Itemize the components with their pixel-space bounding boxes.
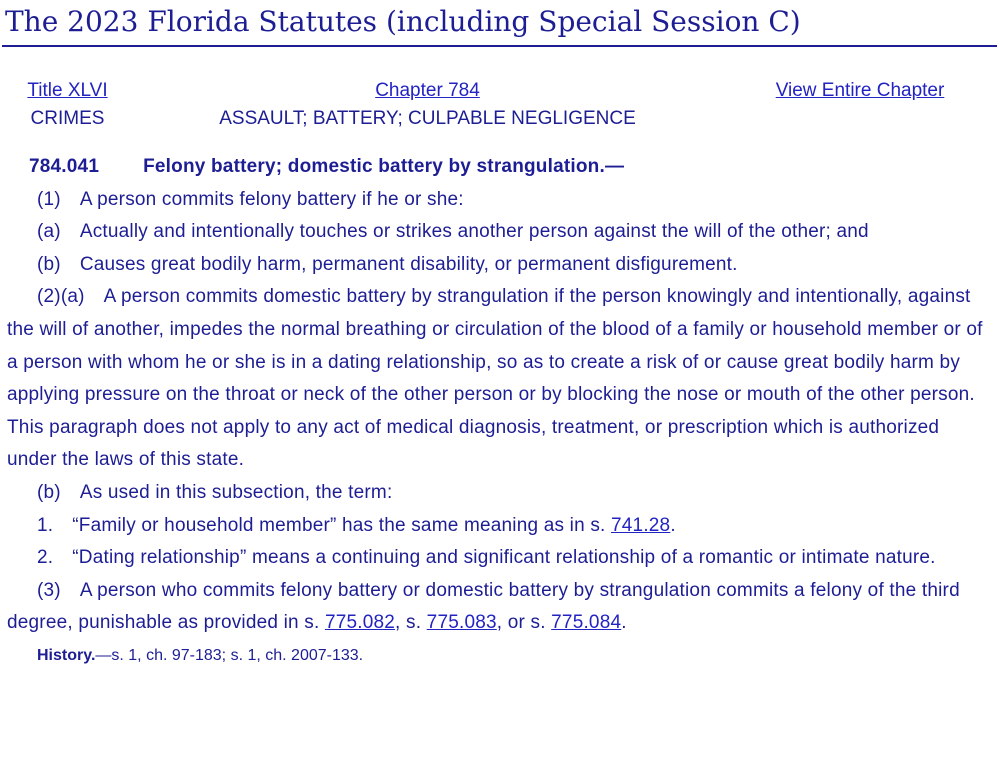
page-title: The 2023 Florida Statutes (including Special Session C) [5,5,801,38]
statute-cross-reference-link[interactable]: 775.083 [426,612,497,634]
paragraph-text: Causes great bodily harm, permanent disability, or permanent disfigurement. [79,253,738,275]
statute-cross-reference-link[interactable]: 741.28 [611,514,671,536]
paragraph-token: (b) [37,481,61,503]
statute-paragraphs [7,184,992,640]
paragraph-text: A person commits domestic battery by strangulation if the person knowingly and intentionally, against the will of another, impedes the normal breathing or circulation of the blood of a family or household member or of a person with whom he or she is in a dating relationship, so as to create a risk of or cause great bodily harm by applying pressure on the throat or neck of the other person or by blocking the nose or mouth of the other person. This paragraph does not apply to any act of medical diagnosis, treatment, or prescription which is authorized under the laws of this state. [7,286,983,471]
statute-paragraph [7,575,992,640]
paragraph-text: , or s. [496,612,552,634]
paragraph-text: Actually and intentionally touches or strikes another person against the will of the other; and [79,221,869,243]
statute-paragraph [7,184,992,217]
paragraph-text: . [621,612,627,634]
paragraph-token: (a) [37,221,61,243]
statute-catchline: Felony battery; domestic battery by strangulation.— [143,156,625,177]
statute-history [7,643,992,669]
paragraph-token: (b) [37,253,61,275]
statute-paragraph [7,249,992,282]
statute-paragraph [7,510,992,543]
title-underline-rule [2,45,997,47]
history-text: —s. 1, ch. 97-183; s. 1, ch. 2007-133. [95,646,364,664]
statute-paragraph [7,281,992,477]
statute-paragraph [7,542,992,575]
paragraph-text: . [670,514,676,536]
chapter-caption: ASSAULT; BATTERY; CULPABLE NEGLIGENCE [219,108,636,129]
statute-paragraph [7,477,992,510]
statute-cross-reference-link[interactable]: 775.082 [324,612,396,634]
paragraph-text: As used in this subsection, the term: [79,481,393,503]
statute-number: 784.041 [29,156,100,177]
chapter-column [135,77,720,133]
statute-body [7,151,992,669]
paragraph-token: (1) [37,188,61,210]
paragraph-token: 1. [37,514,54,536]
chapter-header [0,77,1000,133]
paragraph-text: “Dating relationship” means a continuing and significant relationship of a romantic or intimate nature. [72,547,936,569]
paragraph-text: , s. [395,612,427,634]
paragraph-text: “Family or household member” has the same meaning as in s. [72,514,612,536]
title-column [0,77,135,133]
view-entire-chapter-link[interactable]: View Entire Chapter [775,80,945,101]
statute-cross-reference-link[interactable]: 775.084 [551,612,622,634]
paragraph-text: A person who commits felony battery or domestic battery by strangulation commits a felony of the third degree, punishable as provided in s. [7,579,960,634]
paragraph-token: 2. [37,547,54,569]
title-link[interactable]: Title XLVI [27,80,108,101]
view-entire-chapter-column [720,77,1000,133]
statute-heading [7,151,992,184]
paragraph-text: A person commits felony battery if he or she: [79,188,464,210]
title-caption: CRIMES [30,108,105,129]
paragraph-token: (3) [37,579,61,601]
paragraph-token: (2)(a) [37,286,85,308]
chapter-link[interactable]: Chapter 784 [375,80,480,101]
statute-paragraph [7,216,992,249]
history-label: History. [37,646,96,664]
